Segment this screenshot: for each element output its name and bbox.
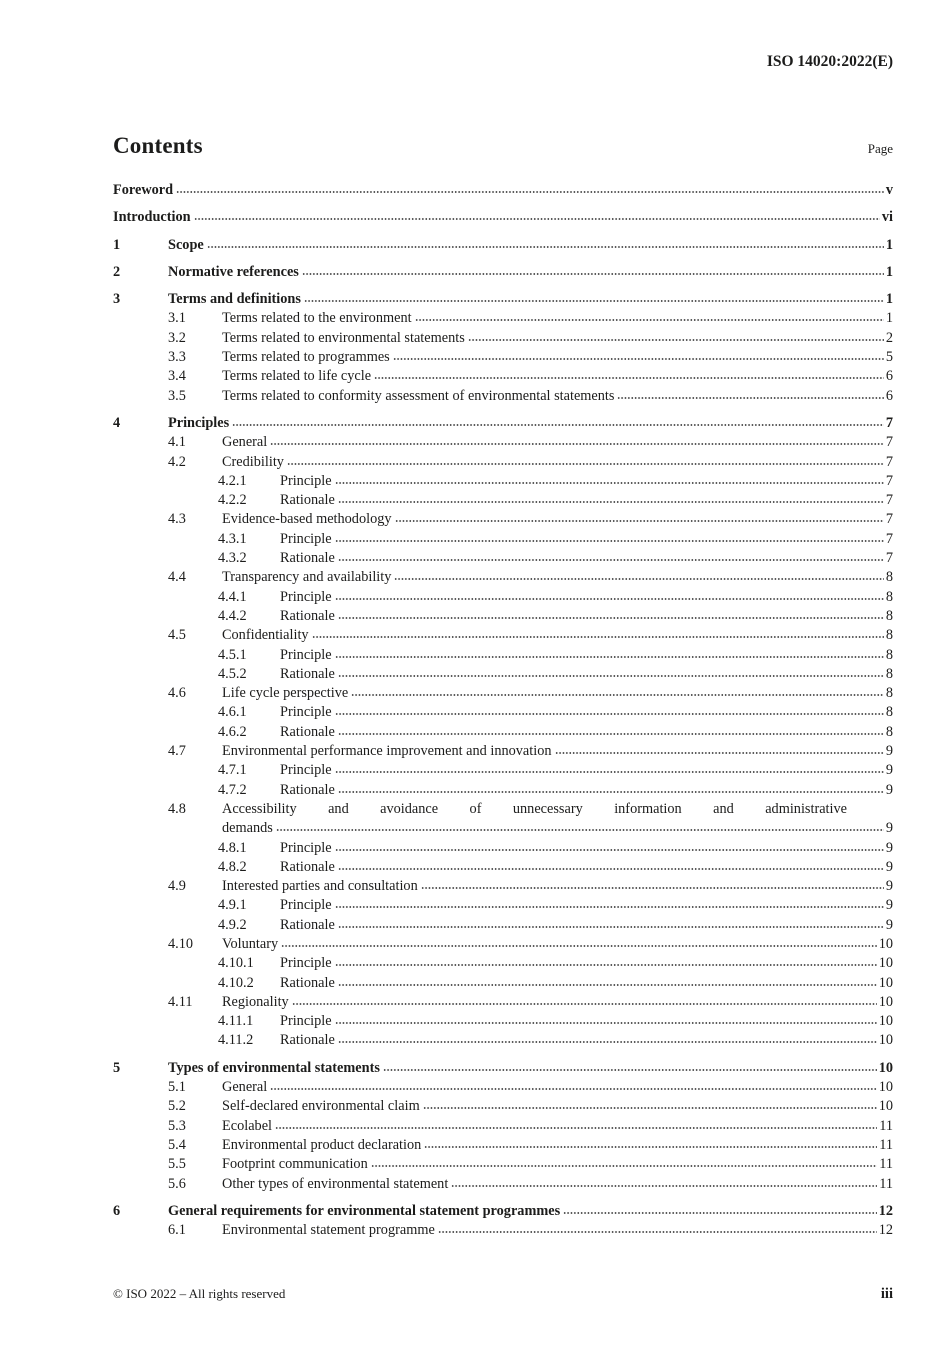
toc-entry [113, 877, 893, 896]
page-number: 11 [879, 1175, 893, 1192]
page-number: 8 [885, 588, 893, 605]
dot-leader [194, 217, 880, 221]
page-number: 11 [879, 1117, 893, 1134]
dot-leader [555, 751, 884, 755]
toc-entry [113, 839, 893, 858]
clause-number: 4.7 [168, 743, 186, 760]
dot-leader [617, 396, 883, 400]
page-footer [113, 1286, 893, 1303]
clause-number: 6.1 [168, 1222, 186, 1239]
entry-title: Rationale [280, 781, 335, 798]
page-number: 9 [885, 820, 893, 837]
dot-leader [421, 886, 884, 890]
page-number: 9 [885, 762, 893, 779]
page-number: 7 [885, 414, 893, 431]
entry-title: Regionality [222, 993, 289, 1010]
toc-entry [113, 954, 893, 973]
dot-leader [338, 790, 884, 794]
page-number: 9 [885, 858, 893, 875]
toc-entry [113, 1175, 893, 1194]
clause-number: 4.11.2 [218, 1032, 254, 1049]
dot-leader [302, 272, 884, 276]
dot-leader [383, 1068, 877, 1072]
toc-entry [113, 742, 893, 761]
entry-title: Confidentiality [222, 627, 309, 644]
clause-number: 5 [113, 1059, 121, 1076]
page-number: 6 [885, 387, 893, 404]
dot-leader [394, 577, 883, 581]
entry-title: Principle [280, 1013, 332, 1030]
toc-entry [113, 453, 893, 472]
entry-title: Rationale [280, 858, 335, 875]
dot-leader [287, 462, 884, 466]
clause-number: 4.8 [168, 800, 186, 817]
page-number: 11 [879, 1136, 893, 1153]
dot-leader [338, 925, 884, 929]
dot-leader [335, 597, 884, 601]
toc-entry [113, 414, 893, 433]
page-number: 1 [885, 236, 893, 253]
dot-leader [338, 732, 884, 736]
dot-leader [335, 712, 884, 716]
dot-leader [335, 905, 884, 909]
dot-leader [292, 1002, 877, 1006]
entry-title: General requirements for environmental statement programmes [168, 1202, 561, 1219]
entry-title: Voluntary [222, 935, 279, 952]
clause-number: 4.2 [168, 453, 186, 470]
dot-leader [270, 442, 884, 446]
toc-entry [113, 761, 893, 780]
clause-number: 5.3 [168, 1117, 186, 1134]
toc-entry [113, 781, 893, 800]
dot-leader [351, 693, 884, 697]
dot-leader [438, 1230, 877, 1234]
page-number: 8 [885, 569, 893, 586]
page-number: 8 [885, 704, 893, 721]
page-number: 8 [885, 607, 893, 624]
entry-title: Principle [280, 530, 332, 547]
entry-title: General [222, 434, 268, 451]
toc-entry [113, 309, 893, 328]
page-number: 10 [878, 1079, 893, 1096]
entry-title: Self-declared environmental claim [222, 1098, 420, 1115]
clause-number: 6 [113, 1202, 121, 1219]
toc-entry [113, 646, 893, 665]
entry-title: Types of environmental statements [168, 1059, 380, 1076]
page-number: 11 [879, 1156, 893, 1173]
page-number: 10 [878, 1098, 893, 1115]
toc-entry [113, 549, 893, 568]
toc-entry [113, 472, 893, 491]
entry-title: Evidence-based methodology [222, 511, 392, 528]
entry-title: Rationale [280, 550, 335, 567]
entry-title: Terms related to life cycle [222, 368, 372, 385]
clause-number: 4.4.1 [218, 588, 247, 605]
clause-number: 4.6.1 [218, 704, 247, 721]
folio-page-number: iii [880, 1286, 893, 1302]
page-number: 8 [885, 665, 893, 682]
clause-number: 4.2.2 [218, 492, 247, 509]
dot-leader [371, 1164, 877, 1168]
dot-leader [335, 963, 877, 967]
dot-leader [335, 539, 884, 543]
dot-leader [276, 828, 884, 832]
dot-leader [176, 190, 884, 194]
entry-title: Rationale [280, 1032, 335, 1049]
page-number: 7 [885, 492, 893, 509]
page-number: 7 [885, 550, 893, 567]
toc-entry [113, 348, 893, 367]
entry-title: Other types of environmental statement [222, 1175, 449, 1192]
dot-leader [335, 481, 884, 485]
dot-leader [338, 1040, 877, 1044]
clause-number: 4.3 [168, 511, 186, 528]
contents-header [113, 133, 893, 159]
page-number: 10 [878, 955, 893, 972]
dot-leader [338, 983, 877, 987]
entry-title: Principle [280, 646, 332, 663]
toc-entry [113, 387, 893, 406]
page-number: vi [881, 209, 893, 226]
page-number: 10 [878, 1032, 893, 1049]
clause-number: 5.6 [168, 1175, 186, 1192]
entry-title: Normative references [168, 263, 299, 280]
page-number: 9 [885, 897, 893, 914]
clause-number: 4.11 [168, 993, 193, 1010]
clause-number: 4.1 [168, 434, 186, 451]
page-column-label: Page [867, 141, 893, 156]
page-number: 8 [885, 723, 893, 740]
dot-leader [395, 519, 884, 523]
clause-number: 4.4 [168, 569, 186, 586]
clause-number: 4.8.2 [218, 858, 247, 875]
dot-leader [270, 1087, 876, 1091]
page-number: 1 [885, 263, 893, 280]
entry-title: Rationale [280, 916, 335, 933]
clause-number: 4.10.1 [218, 955, 254, 972]
document-reference: ISO 14020:2022(E) [766, 53, 893, 70]
dot-leader [338, 500, 884, 504]
entry-title: General [222, 1079, 268, 1096]
dot-leader [374, 376, 884, 380]
page-number: 8 [885, 646, 893, 663]
toc-entry [113, 568, 893, 587]
page-number: 8 [885, 627, 893, 644]
entry-title: Terms related to the environment [222, 310, 412, 327]
toc-entry [113, 993, 893, 1012]
toc-entry [113, 1097, 893, 1116]
page-number: 10 [878, 993, 893, 1010]
entry-title: Interested parties and consultation [222, 878, 418, 895]
page-number: 9 [885, 781, 893, 798]
dot-leader [207, 245, 884, 249]
page-number: 1 [885, 291, 893, 308]
clause-number: 4.9 [168, 878, 186, 895]
toc-entry [113, 858, 893, 877]
page-number: 2 [885, 329, 893, 346]
dot-leader [451, 1184, 877, 1188]
entry-title: Principles [168, 414, 230, 431]
page-number: 7 [885, 530, 893, 547]
dot-leader [338, 616, 884, 620]
toc-entry [113, 1059, 893, 1078]
clause-number: 3.5 [168, 387, 186, 404]
page-number: 10 [878, 935, 893, 952]
toc-entry [113, 896, 893, 915]
clause-number: 1 [113, 236, 121, 253]
toc-entry [113, 935, 893, 954]
entry-title: Principle [280, 704, 332, 721]
entry-title: Terms related to environmental statements [222, 329, 465, 346]
clause-number: 4.3.2 [218, 550, 247, 567]
toc-entry [113, 491, 893, 510]
contents-title: Contents [113, 133, 203, 158]
page-number: 10 [878, 1059, 893, 1076]
entry-title: Principle [280, 588, 332, 605]
entry-title: Rationale [280, 974, 335, 991]
entry-title: Terms and definitions [168, 291, 301, 308]
dot-leader [338, 674, 884, 678]
clause-number: 4.6.2 [218, 723, 247, 740]
toc-entry [113, 665, 893, 684]
entry-title: Foreword [113, 182, 174, 198]
entry-title: Environmental statement programme [222, 1222, 435, 1239]
toc-entry [113, 703, 893, 722]
toc-entry [113, 530, 893, 549]
page-number: 7 [885, 511, 893, 528]
page-number: 10 [878, 974, 893, 991]
dot-leader [275, 1126, 877, 1130]
dot-leader [312, 635, 884, 639]
entry-title: Rationale [280, 607, 335, 624]
page-number: 6 [885, 368, 893, 385]
page-number: 9 [885, 916, 893, 933]
clause-number: 4.7.1 [218, 762, 247, 779]
entry-title: Rationale [280, 492, 335, 509]
toc-entry [113, 1221, 893, 1240]
clause-number: 4.3.1 [218, 530, 247, 547]
page-number: 9 [885, 743, 893, 760]
dot-leader [304, 299, 884, 303]
entry-title: Introduction [113, 209, 191, 226]
page-number: 12 [878, 1202, 893, 1219]
clause-number: 3.1 [168, 310, 186, 327]
toc-entry [113, 916, 893, 935]
dot-leader [338, 558, 884, 562]
clause-number: 4.10.2 [218, 974, 254, 991]
toc-entry [113, 1012, 893, 1031]
toc-entry [113, 1031, 893, 1050]
dot-leader [335, 655, 884, 659]
toc-entry [113, 723, 893, 742]
entry-title: Rationale [280, 723, 335, 740]
toc-entry [113, 208, 893, 227]
toc-entry [113, 1078, 893, 1097]
entry-title-block [222, 800, 893, 839]
dot-leader [415, 318, 884, 322]
entry-title: Principle [280, 955, 332, 972]
clause-number: 4.2.1 [218, 472, 247, 489]
toc-entry [113, 181, 893, 200]
copyright-notice: © ISO 2022 – All rights reserved [113, 1286, 286, 1301]
toc-entry [113, 510, 893, 529]
entry-title: Principle [280, 839, 332, 856]
entry-title: Rationale [280, 665, 335, 682]
clause-number: 5.4 [168, 1136, 186, 1153]
toc-list [113, 181, 893, 1240]
dot-leader [338, 867, 884, 871]
dot-leader [335, 770, 884, 774]
entry-title: Terms related to conformity assessment of environmental statements [222, 387, 615, 404]
toc-entry [113, 1136, 893, 1155]
page-number: 1 [885, 310, 893, 327]
clause-number: 4.10 [168, 935, 194, 952]
toc-entry [113, 1155, 893, 1174]
entry-title: Terms related to programmes [222, 349, 390, 366]
dot-leader [424, 1145, 877, 1149]
clause-number: 4.6 [168, 685, 186, 702]
clause-number: 4.4.2 [218, 607, 247, 624]
dot-leader [563, 1211, 877, 1215]
page-number: 7 [885, 453, 893, 470]
clause-number: 4.5.1 [218, 646, 247, 663]
toc-entry [113, 1202, 893, 1221]
dot-leader [335, 848, 884, 852]
clause-number: 4.8.1 [218, 839, 247, 856]
page-number: 7 [885, 472, 893, 489]
dot-leader [232, 423, 884, 427]
clause-number: 4.9.2 [218, 916, 247, 933]
clause-number: 4 [113, 414, 121, 431]
dot-leader [423, 1106, 877, 1110]
toc-entry [113, 433, 893, 452]
entry-title: Credibility [222, 453, 284, 470]
dot-leader [468, 338, 884, 342]
dot-leader [393, 357, 884, 361]
entry-title: Principle [280, 472, 332, 489]
toc-entry [113, 626, 893, 645]
toc-entry [113, 329, 893, 348]
page-number: 9 [885, 878, 893, 895]
clause-number: 4.7.2 [218, 781, 247, 798]
page-number: 12 [878, 1222, 893, 1239]
clause-number: 4.5.2 [218, 665, 247, 682]
dot-leader [281, 944, 877, 948]
clause-number: 3.3 [168, 349, 186, 366]
entry-title-continuation [222, 819, 893, 838]
clause-number: 5.1 [168, 1079, 186, 1096]
page-number: 9 [885, 839, 893, 856]
entry-title: Ecolabel [222, 1117, 273, 1134]
clause-number: 4.9.1 [218, 897, 247, 914]
entry-title: Principle [280, 762, 332, 779]
toc-entry [113, 290, 893, 309]
page-number: 10 [878, 1013, 893, 1030]
toc-entry [113, 800, 893, 839]
clause-number: 2 [113, 263, 121, 280]
toc-entry [113, 263, 893, 282]
clause-number: 4.5 [168, 627, 186, 644]
toc-entry [113, 367, 893, 386]
clause-number: 3 [113, 291, 121, 308]
entry-title-line2: demands [222, 820, 273, 837]
toc-entry [113, 1117, 893, 1136]
entry-title: Principle [280, 897, 332, 914]
entry-title: Scope [168, 236, 204, 253]
entry-title: Environmental performance improvement and innovation [222, 743, 552, 760]
toc-entry [113, 588, 893, 607]
clause-number: 3.4 [168, 368, 186, 385]
entry-title: Transparency and availability [222, 569, 392, 586]
dot-leader [335, 1021, 877, 1025]
page-number: v [885, 182, 893, 198]
page-number: 8 [885, 685, 893, 702]
page-number: 5 [885, 349, 893, 366]
toc-entry [113, 236, 893, 255]
entry-title: Environmental product declaration [222, 1136, 422, 1153]
clause-number: 3.2 [168, 329, 186, 346]
entry-title: Life cycle perspective [222, 685, 349, 702]
clause-number: 5.2 [168, 1098, 186, 1115]
entry-title: Footprint communication [222, 1156, 368, 1173]
toc-entry [113, 684, 893, 703]
toc-entry [113, 974, 893, 993]
entry-title: Accessibility and avoidance of unnecessary information and administrative [222, 800, 847, 817]
toc-entry [113, 607, 893, 626]
page-number: 7 [885, 434, 893, 451]
clause-number: 4.11.1 [218, 1013, 254, 1030]
clause-number: 5.5 [168, 1156, 186, 1173]
